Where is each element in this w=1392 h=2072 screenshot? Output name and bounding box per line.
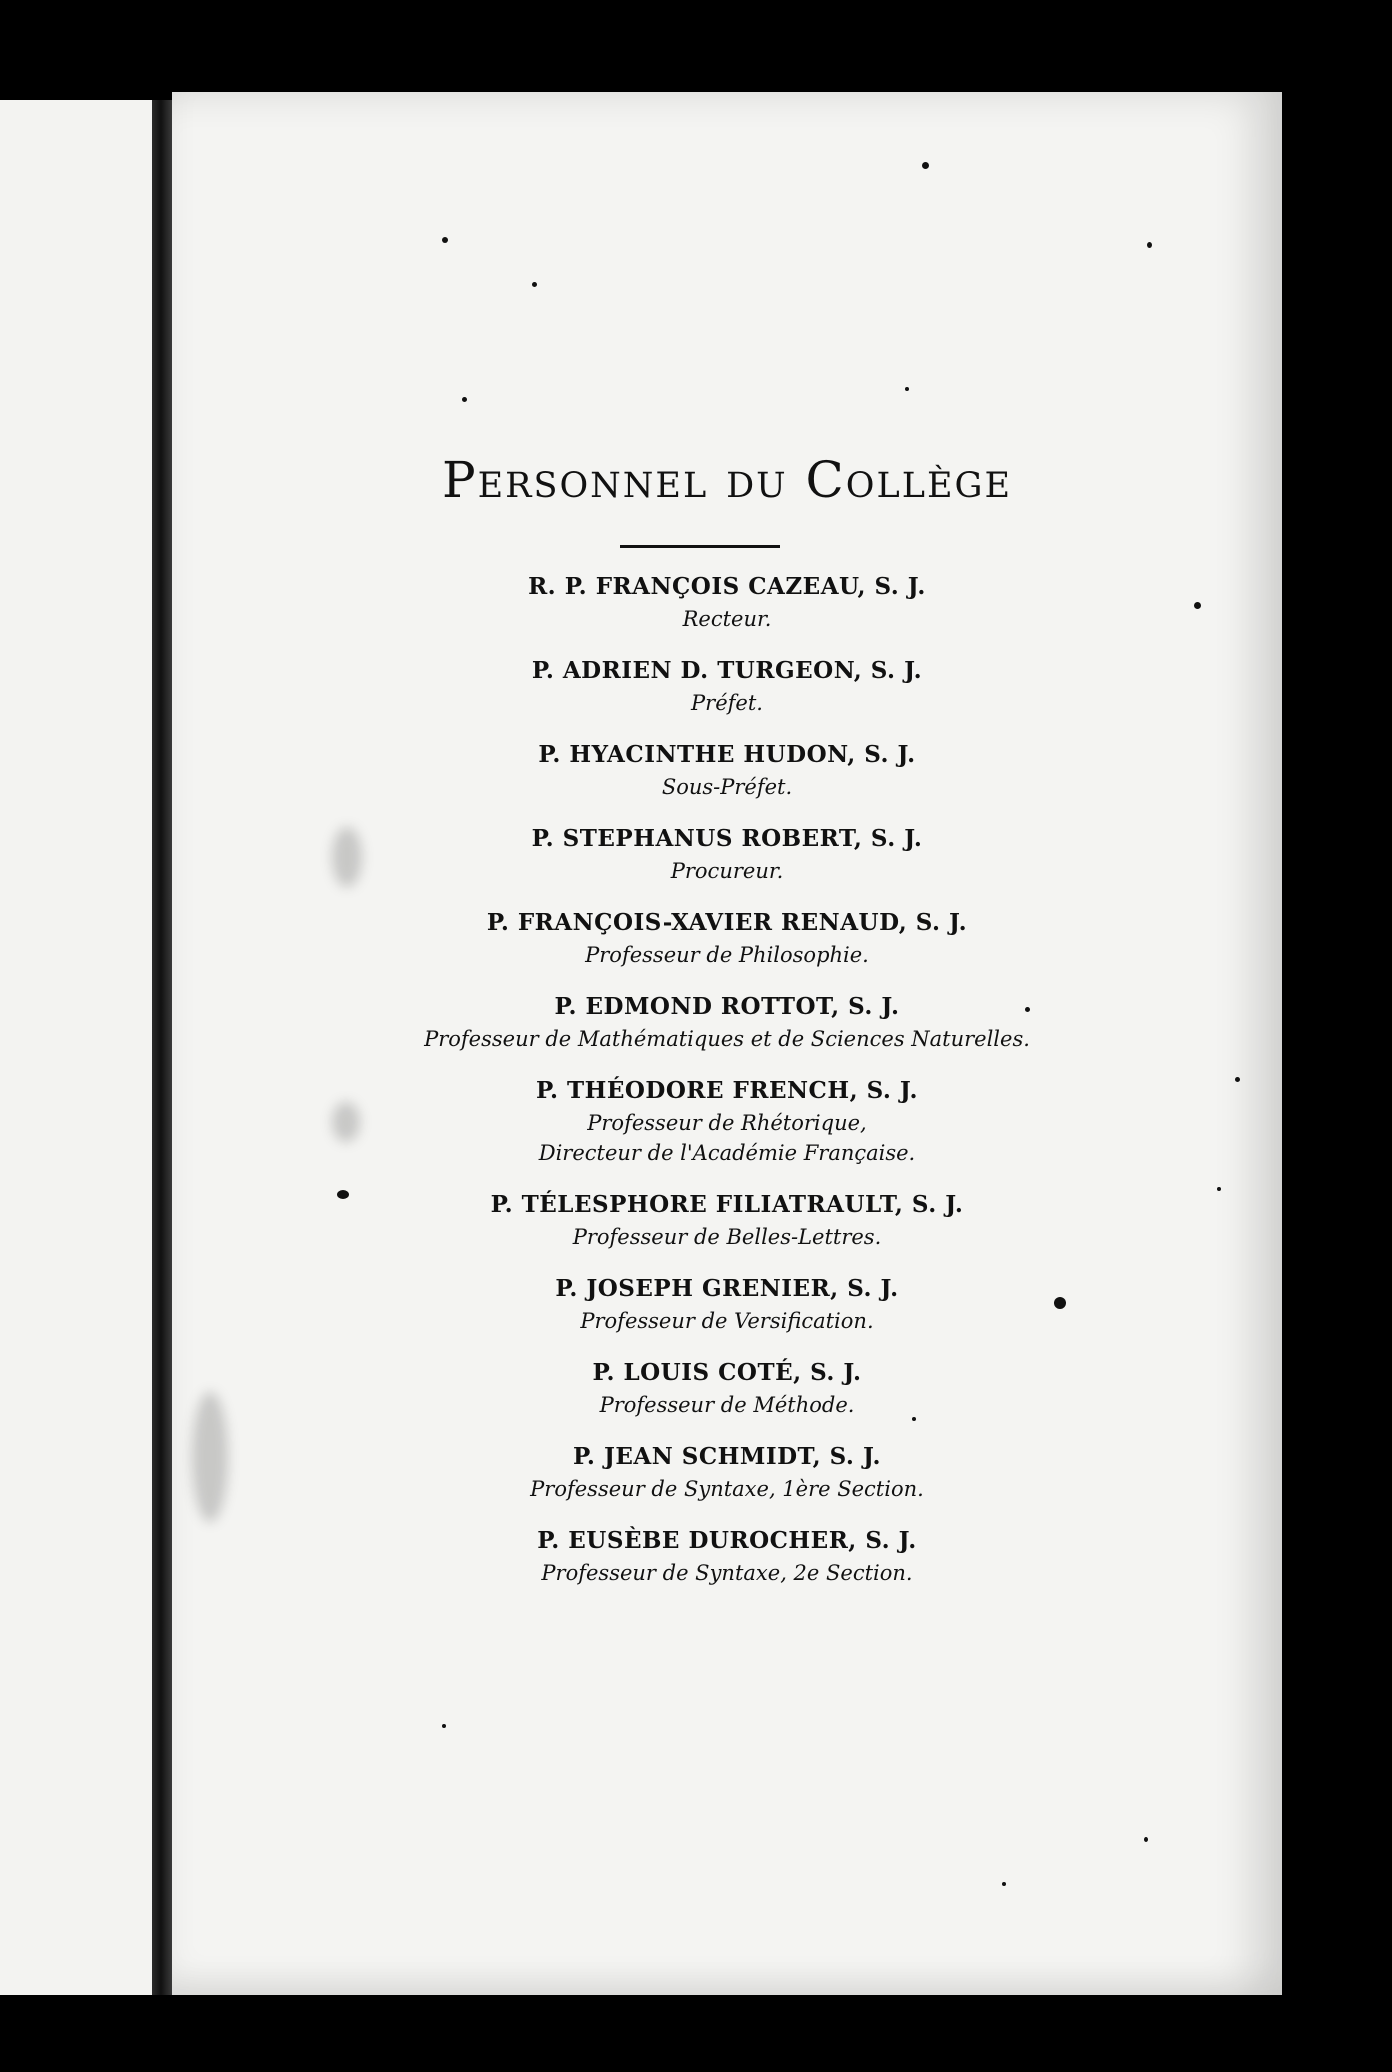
staff-role: Recteur. bbox=[682, 607, 772, 631]
staff-role: Préfet. bbox=[691, 691, 763, 715]
staff-role: Professeur de Mathématiques et de Sciences Naturelles. bbox=[424, 1027, 1030, 1051]
staff-list bbox=[172, 570, 1282, 1608]
staff-name: R. P. FRANÇOIS CAZEAU, S. J. bbox=[528, 573, 926, 600]
staff-entry bbox=[172, 990, 1282, 1054]
staff-role: Professeur de Rhétorique, bbox=[587, 1111, 867, 1135]
title-divider bbox=[620, 545, 780, 548]
staff-name: P. LOUIS COTÉ, S. J. bbox=[592, 1359, 862, 1386]
staff-role: Directeur de l'Académie Française. bbox=[538, 1141, 916, 1165]
staff-name: P. JOSEPH GRENIER, S. J. bbox=[555, 1275, 899, 1302]
ink-speck bbox=[532, 282, 537, 287]
ink-speck bbox=[442, 237, 448, 243]
staff-entry bbox=[172, 1524, 1282, 1588]
staff-name: P. THÉODORE FRENCH, S. J. bbox=[535, 1077, 918, 1104]
staff-name: P. TÉLESPHORE FILIATRAULT, S. J. bbox=[490, 1191, 964, 1218]
staff-entry bbox=[172, 1074, 1282, 1168]
staff-entry bbox=[172, 906, 1282, 970]
ink-speck bbox=[905, 387, 909, 391]
staff-entry bbox=[172, 1272, 1282, 1336]
scan-border bbox=[0, 1995, 1392, 2072]
staff-role: Sous-Préfet. bbox=[661, 775, 793, 799]
staff-entry bbox=[172, 570, 1282, 634]
page-title: Personnel du Collège bbox=[441, 451, 1013, 509]
ink-speck bbox=[462, 397, 467, 402]
staff-role: Professeur de Versification. bbox=[580, 1309, 874, 1333]
ink-speck bbox=[442, 1724, 446, 1728]
staff-role: Professeur de Méthode. bbox=[599, 1393, 855, 1417]
staff-entry bbox=[172, 738, 1282, 802]
ink-speck bbox=[1147, 242, 1152, 248]
book-spine bbox=[152, 100, 172, 2000]
staff-entry bbox=[172, 654, 1282, 718]
ink-speck bbox=[1144, 1837, 1148, 1842]
staff-role: Procureur. bbox=[670, 859, 784, 883]
staff-entry bbox=[172, 822, 1282, 886]
staff-name: P. EDMOND ROTTOT, S. J. bbox=[554, 993, 900, 1020]
staff-name: P. ADRIEN D. TURGEON, S. J. bbox=[531, 657, 923, 684]
staff-role: Professeur de Belles-Lettres. bbox=[572, 1225, 882, 1249]
ink-speck bbox=[1002, 1882, 1006, 1886]
staff-role: Professeur de Syntaxe, 2e Section. bbox=[541, 1561, 913, 1585]
left-facing-page bbox=[0, 100, 168, 1995]
staff-name: P. JEAN SCHMIDT, S. J. bbox=[572, 1443, 882, 1470]
staff-name: P. EUSÈBE DUROCHER, S. J. bbox=[537, 1527, 917, 1554]
staff-name: P. FRANÇOIS-XAVIER RENAUD, S. J. bbox=[486, 909, 968, 936]
staff-entry bbox=[172, 1440, 1282, 1504]
staff-entry bbox=[172, 1188, 1282, 1252]
staff-name: P. HYACINTHE HUDON, S. J. bbox=[538, 741, 916, 768]
ink-speck bbox=[922, 162, 929, 169]
staff-name: P. STEPHANUS ROBERT, S. J. bbox=[531, 825, 923, 852]
staff-entry bbox=[172, 1356, 1282, 1420]
staff-role: Professeur de Syntaxe, 1ère Section. bbox=[530, 1477, 924, 1501]
staff-role: Professeur de Philosophie. bbox=[585, 943, 869, 967]
